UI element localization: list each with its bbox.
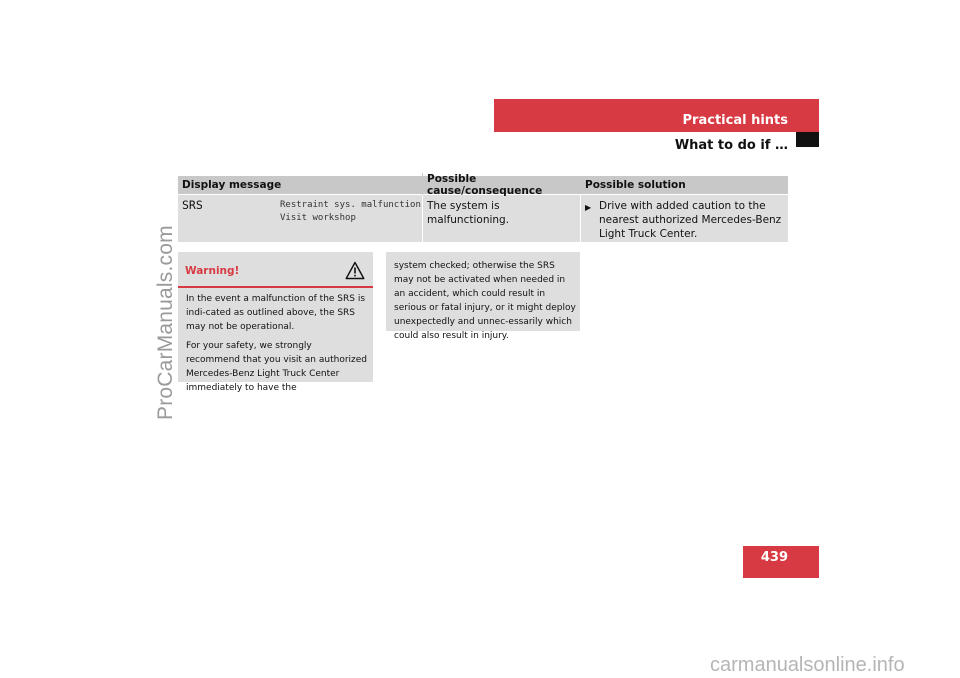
cause-cell: The system is malfunctioning.	[422, 195, 580, 242]
message-code: SRS	[182, 198, 203, 212]
table-row	[178, 195, 788, 242]
table-header	[178, 173, 788, 197]
section-header-band	[494, 99, 819, 132]
message-text	[280, 199, 421, 225]
bullet-arrow-icon: ▶	[585, 203, 592, 212]
header-tab-marker	[796, 132, 819, 147]
solution-cell	[580, 195, 788, 242]
message-line-1: Restraint sys. malfunction	[280, 200, 421, 210]
solution-text: Drive with added caution to the nearest authorized Mercedes-Benz Light Truck Center.	[599, 200, 782, 240]
column-header-display-message: Display message	[182, 179, 282, 191]
warning-divider	[178, 286, 373, 288]
message-line-2: Visit workshop	[280, 213, 356, 223]
warning-paragraph-1: In the event a malfunction of the SRS is indi-cated as outlined above, the SRS may not be operational.	[186, 294, 366, 332]
section-subtitle: What to do if …	[674, 138, 788, 153]
warning-text	[186, 292, 368, 400]
warning-box	[178, 252, 373, 393]
warning-continuation-box	[386, 252, 580, 341]
warning-title: Warning!	[185, 265, 240, 277]
warning-continuation-text: system checked; otherwise the SRS may not be activated when needed in an accident, which could result in serious or fatal injury, or it might deploy unexpectedly and unnec-essarily which could also result in injury.	[394, 261, 576, 341]
page-number-box	[743, 546, 819, 578]
warning-paragraph-2: For your safety, we strongly recommend that you visit an authorized Mercedes-Benz Light Truck Center immediately to have the	[186, 341, 367, 393]
watermark-carmanualsonline: carmanualsonline.info	[710, 654, 905, 676]
column-header-cause: Possible cause/consequence	[422, 173, 580, 197]
watermark-procarmanuals: ProCarManuals.com	[154, 225, 177, 420]
section-title: Practical hints	[682, 113, 788, 128]
warning-triangle-icon	[345, 261, 365, 280]
column-header-solution: Possible solution	[580, 179, 788, 191]
display-message-table	[178, 173, 788, 242]
display-message-cell	[178, 195, 422, 242]
page-number: 439	[760, 550, 788, 565]
